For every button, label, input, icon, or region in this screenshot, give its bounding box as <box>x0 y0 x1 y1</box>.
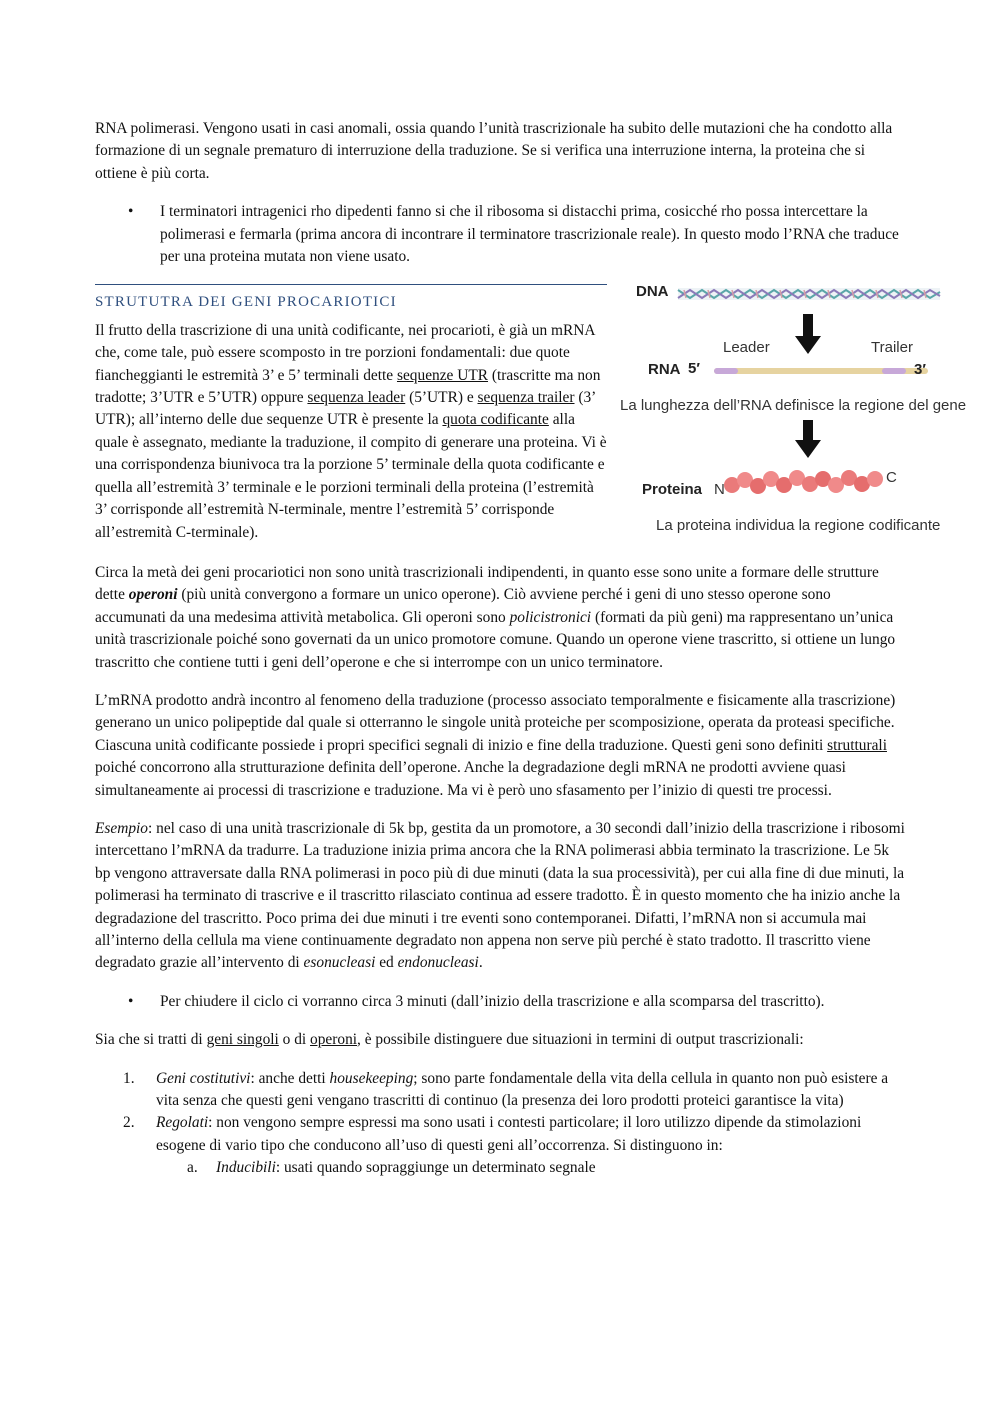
document-page <box>95 118 905 1180</box>
n-terminal-label: N <box>714 481 725 498</box>
figure-caption-protein: La proteina individua la regione codificante <box>656 517 941 534</box>
section-heading-block <box>95 284 607 313</box>
paragraph-output: Sia che si tratti di geni singoli o di operoni, è possibile distinguere due situazioni in termini di output trascrizionali: <box>95 1031 804 1049</box>
c-terminal-label: C <box>886 469 897 486</box>
dna-label: DNA <box>636 283 669 300</box>
list-number: 1. <box>123 1069 135 1087</box>
gene-structure-figure <box>620 280 1000 540</box>
bullet-text: I terminatori intragenici rho dipedenti fanno si che il ribosoma si distacchi prima, cosicché rho possa intercettare la polimerasi e fermarla (prima ancora di incontrare il terminatore trascrizionale reale). In questo modo l’RNA che traduce per una proteina mutata non viene usato. <box>160 203 899 266</box>
paragraph-esempio: Esempio: nel caso di una unità trascrizionale di 5k bp, gestita da un promotore, a 30 secondi dall’inizio della trascrizione i ribosomi intercettano l’mRNA da tradurre. La traduzione inizia prima ancora che la RNA polimerasi abbia terminato la trascrizione. Le 5k bp vengono attraversate dalla RNA polimerasi in poco più di due minuti (data la sua processività), per cui alla fine di due minuti, la polimerasi ha terminato di trascrive e il trascritto rilasciato continua ad essere tradotto. È in questo momento che ha inizio anche la degradazione del trascritto. Poco prima dei due minuti i tre eventi sono contemporanei. Difatti, l’mRNA non si accumula mai all’interno della cellula ma viene continuamente degradato non appena non serve più perché è stato tradotto. Il trascritto viene degradato grazie all’intervento di esonucleasi ed endonucleasi. <box>95 819 905 972</box>
rna-label: RNA <box>648 361 681 378</box>
term-policistronici: policistronici <box>509 608 592 626</box>
term-esempio: Esempio <box>95 819 149 837</box>
figure-caption-rna: La lunghezza dell’RNA definisce la regione del gene <box>620 397 967 414</box>
protein-chain <box>724 470 883 494</box>
sublist-letter: a. <box>187 1159 198 1177</box>
paragraph-frutto-trascrizione: Il frutto della trascrizione di una unità codificante, nei procarioti, è già un mRNA che, come tale, può essere scomposto in tre porzioni fondamentali: due quote fiancheggianti le estremità 3’ e 5’ terminali dette sequenze UTR (trascritte ma non tradotte; 3’UTR e 5’UTR) oppure sequenza leader (5’UTR) e sequenza trailer (3’ UTR); all’interno delle due sequenze UTR è presente la quota codificante alla quale è assegnato, mediante la traduzione, il compito di generare una proteina. Vi è una corrispondenza biunivoca tra la porzione 5’ terminale della quota codificante e quella all’estremità 3’ terminale e le porzioni terminali della proteina (l’estremità 3’ corrisponde all’estremità N-terminale, mentre l’estremità 5’ corrisponde all’estremità C-terminale). <box>95 321 607 541</box>
section-heading: STRUTUTRA DEI GENI PROCARIOTICI <box>95 294 397 311</box>
paragraph-rna-polimerasi: RNA polimerasi. Vengono usati in casi anomali, ossia quando l’unità trascrizionale ha subito delle mutazioni che ha condotto alla formazione di un segnale prematuro di interruzione della traduzione. Se si verifica una interruzione interna, la proteina che si ottiene è più corta. <box>95 120 893 182</box>
term-sequenza-trailer: sequenza trailer <box>477 389 575 407</box>
bullet-text: Per chiudere il ciclo ci vorranno circa 3 minuti (dall’inizio della trascrizione e alla scomparsa del trascritto). <box>160 992 825 1010</box>
rna-strand <box>714 368 928 374</box>
sublist-item-inducibili: a. Inducibili: usati quando sopraggiunge un determinato segnale <box>95 1157 905 1179</box>
term-sequenze-utr: sequenze UTR <box>396 366 489 384</box>
bullet-ciclo <box>95 991 905 1013</box>
term-endonucleasi: endonucleasi <box>397 954 479 972</box>
trailer-label: Trailer <box>871 339 913 356</box>
paragraph-mrna-traduzione: L’mRNA prodotto andrà incontro al fenomeno della traduzione (processo associato temporalmente e fisicamente alla trascrizione) generano un unico polipeptide dal quale si otterranno le singole unità proteiche per scomposizione, operata da proteasi specifiche. Ciascuna unità codificante possiede i propri specifici segnali di inizio e fine della traduzione. Questi geni sono definiti strutturali poiché concorrono alla strutturazione definita dell’operone. Anche la degradazione degli mRNA ne prodotti avviene quasi simultaneamente ai processi di trascrizione e traduzione. Ma vi è però uno sfasamento per l’inizio di questi tre processi. <box>95 691 896 799</box>
term-esonucleasi: esonucleasi <box>303 954 376 972</box>
leader-label: Leader <box>723 339 770 356</box>
bullet-terminatori <box>95 201 905 268</box>
term-operoni: operoni <box>128 586 178 604</box>
list-item-regolati: 2. Regolati: non vengono sempre espressi ma sono usati i contesti particolare; il loro utilizzo dipende da stimolazioni esogene di vario tipo che conducono all’uso di questi geni all’occorrenza. Si distinguono in: <box>123 1114 862 1154</box>
heading-rule <box>95 284 607 285</box>
proteina-label: Proteina <box>642 481 703 498</box>
five-prime-label: 5′ <box>688 360 700 377</box>
three-prime-label: 3′ <box>914 361 926 378</box>
term-operoni-link: operoni <box>310 1031 358 1049</box>
list-item-costitutivi: 1. Geni costitutivi: anche detti housekeeping; sono parte fondamentale della vita della cellula in quanto non può esistere a vita senza che questi geni vengano trascritti di continuo (la presenza dei loro prodotti proteici garantisce la vita) <box>123 1069 889 1110</box>
bullet-dot: • <box>128 203 134 221</box>
arrow-down-icon <box>795 314 821 354</box>
paragraph-operoni: Circa la metà dei geni procariotici non sono unità trascrizionali indipendenti, in quanto esse sono unite a formare delle strutture dette operoni (più unità convergono a formare un unico operone). Ciò avviene perché i geni di uno stesso operone sono accumunati da una medesima attività metabolica. Gli operoni sono policistronici (formati da più geni) ma rappresentano un’unica unità trascrizionale poiché sono governati da un unico promotore comune. Quando un operone viene trascritto, si ottiene un lungo trascritto che contiene tutti i geni dell’operone e che si interrompe con un unico terminatore. <box>95 563 896 671</box>
term-strutturali: strutturali <box>827 736 887 754</box>
arrow-down-icon <box>795 420 821 458</box>
dna-helix <box>678 288 940 300</box>
term-quota-codificante: quota codificante <box>442 411 549 429</box>
term-sequenza-leader: sequenza leader <box>307 389 406 407</box>
bullet-dot: • <box>128 992 134 1010</box>
list-number: 2. <box>123 1114 135 1132</box>
term-geni-singoli: geni singoli <box>206 1031 279 1049</box>
